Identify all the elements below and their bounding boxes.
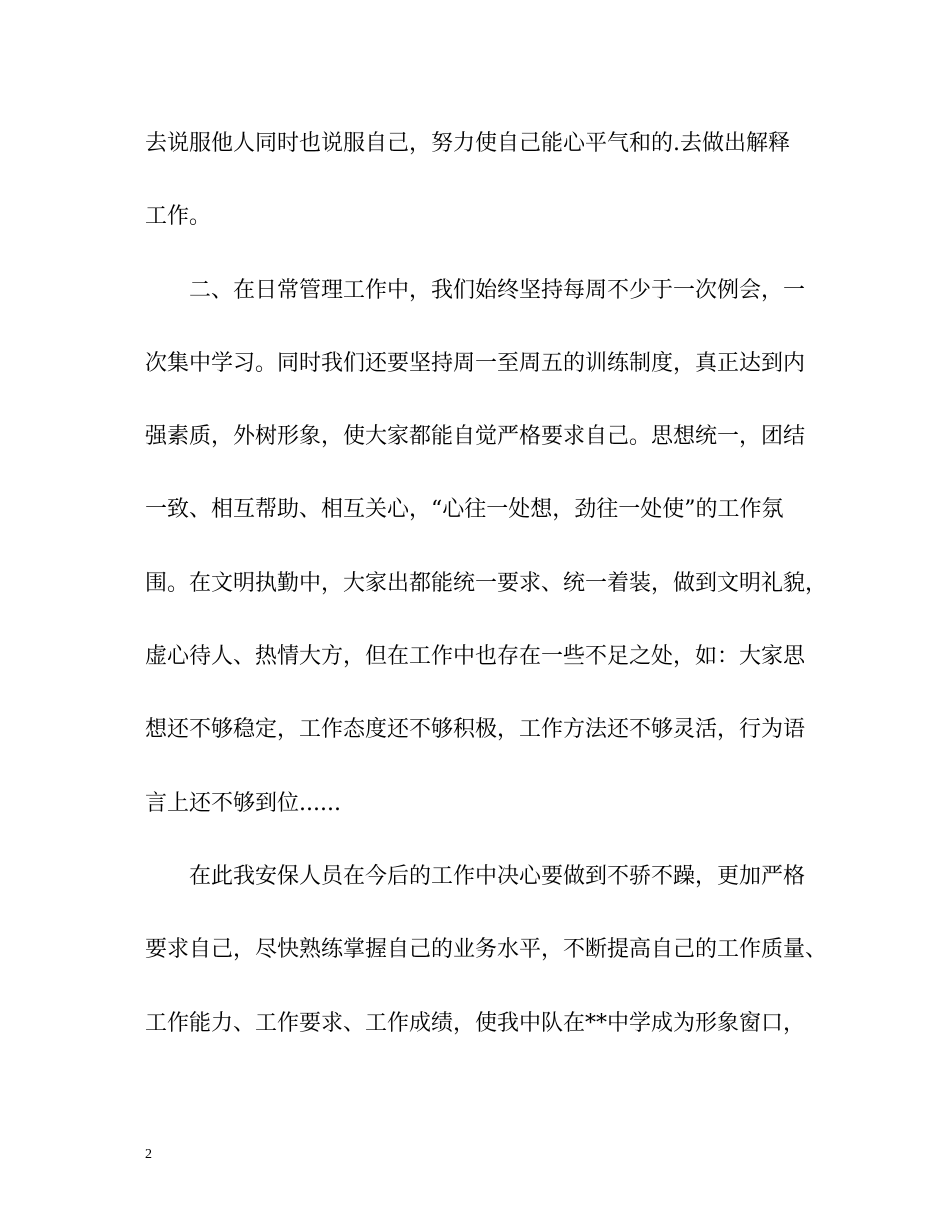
text-line: 言上还不够到位......: [145, 790, 341, 816]
text-line: 一致、相互帮助、相互关心，“心往一处想，劲往一处使”的工作氛: [145, 497, 784, 523]
text-line: 要求自己，尽快熟练掌握自己的业务水平，不断提高自己的工作质量、: [145, 937, 828, 963]
text-line: 工作能力、工作要求、工作成绩，使我中队在**中学成为形象窗口，: [145, 1010, 806, 1036]
body-text: [145, 120, 828, 1073]
text-line: 强素质，外树形象，使大家都能自觉严格要求自己。思想统一，团结: [145, 424, 806, 450]
text-line: 想还不够稳定，工作态度还不够积极，工作方法还不够灵活，行为语: [145, 717, 806, 743]
text-line: 虚心待人、热情大方，但在工作中也存在一些不足之处，如：大家思: [145, 644, 806, 670]
page-number: 2: [145, 1147, 152, 1162]
text-line: 工作。: [145, 204, 212, 230]
text-line: 围。在文明执勤中，大家出都能统一要求、统一着装，做到文明礼貌，: [145, 570, 828, 596]
text-line: 次集中学习。同时我们还要坚持周一至周五的训练制度，真正达到内: [145, 350, 806, 376]
text-line: 去说服他人同时也说服自己，努力使自己能心平气和的.去做出解释: [145, 131, 790, 156]
paragraph-start-line: 二、在日常管理工作中，我们始终坚持每周不少于一次例会，一: [189, 277, 806, 303]
paragraph-start-line: 在此我安保人员在今后的工作中决心要做到不骄不躁，更加严格: [189, 863, 806, 889]
